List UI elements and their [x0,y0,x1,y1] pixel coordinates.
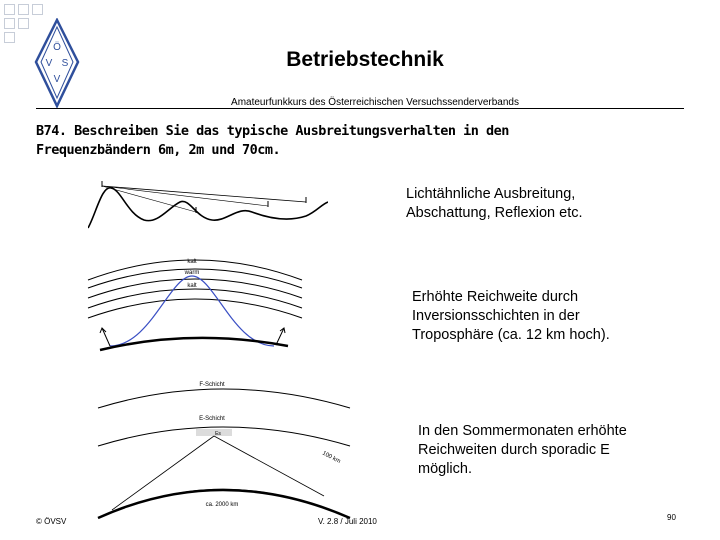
layer-label: F-Schicht [199,382,225,388]
layer-label: Es [215,431,221,437]
layer-label: kalt [187,283,197,289]
oevsv-logo [32,18,82,108]
header-rule [36,108,684,109]
distance-label: ca. 2000 km [205,502,239,508]
logo-letter: S [61,58,69,69]
terrain-description: Lichtähnliche Ausbreitung, Abschattung, Reflexion etc. [406,186,583,221]
layer-label: kalt [187,259,197,265]
sporadic-description: In den Sommermonaten erhöhte Reichweiten durch sporadic E möglich. [418,423,627,477]
terrain-diagram [88,178,328,240]
inversion-description: Erhöhte Reichweite durch Inversionsschichten in der Troposphäre (ca. 12 km hoch). [412,289,610,343]
question-text: B74. Beschreiben Sie das typische Ausbreitungsverhalten in den Frequenzbändern 6m, 2m und 70cm. [36,123,509,158]
layer-label: E-Schicht [199,416,225,422]
logo-letter: V [53,74,61,85]
footer-version: V. 2.8 / Juli 2010 [318,517,377,526]
inversion-diagram [80,246,310,356]
footer-copyright: © ÖVSV [36,517,67,526]
page-subtitle: Amateurfunkkurs des Österreichischen Versuchssenderverbands [231,97,519,108]
page-number: 90 [667,513,676,522]
layer-label: warm [184,270,200,276]
logo-letter: V [45,58,53,69]
sporadic-e-diagram [88,378,360,526]
page-title: Betriebstechnik [286,48,444,71]
logo-letter: Ö [53,42,61,53]
height-label: 100 km [321,450,342,466]
